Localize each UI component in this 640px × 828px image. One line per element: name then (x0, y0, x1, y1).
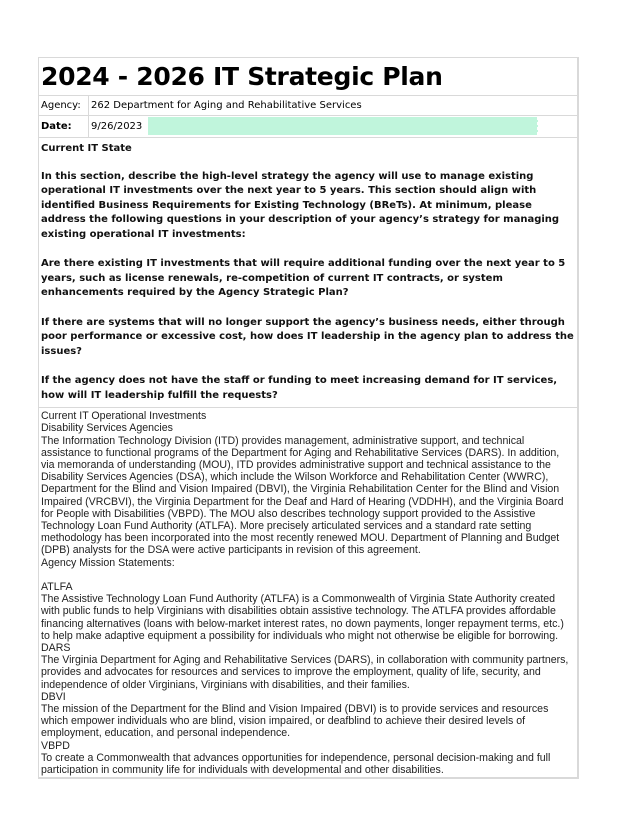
agency-row (39, 96, 577, 116)
title-row (39, 58, 577, 96)
strategic-plan-table (38, 57, 579, 779)
agency-value-cell (89, 96, 577, 115)
date-label: Date: (39, 116, 89, 137)
response-content (39, 408, 577, 777)
mission-agency-name: ATLFA (41, 580, 73, 593)
agency-value: 262 Department for Aging and Rehabilitative Services (91, 100, 362, 111)
mission-statement: To create a Commonwealth that advances opportunities for independence, personal decision-making and full participation in community life for individuals with developmental and other disabilities. (41, 751, 551, 776)
mission-heading: Agency Mission Statements: (41, 556, 175, 569)
page-title: 2024 - 2026 IT Strategic Plan (41, 62, 443, 91)
date-highlight-field (148, 117, 538, 135)
agency-label: Agency: (39, 96, 89, 115)
response-heading: Current IT Operational Investments (41, 410, 207, 423)
mission-agency-name: DBVI (41, 690, 66, 703)
mission-statement: The Virginia Department for Aging and Rehabilitative Services (DARS), in collaboration with community partners, provides and advocates for resources and services to improve the employment, quality of life, security, and independence of older Virginians, Virginians with disabilities, and their families. (41, 654, 569, 691)
mission-agency-name: DARS (41, 641, 71, 654)
instruction-question: If there are systems that will no longer support the agency’s business needs, either through poor performance or excessive cost, how does IT leadership in the agency plan to address the issues? (41, 316, 574, 357)
date-row (39, 116, 577, 138)
mission-agency-name: VBPD (41, 739, 70, 752)
mission-statement: The Assistive Technology Loan Fund Authority (ATLFA) is a Commonwealth of Virginia State Authority created with public funds to help Virginians with disabilities obtain assistive technology. The ATLFA provides affordable financing alternatives (loans with below-market interest rates, no down payments, longer repayment terms, etc.) to help make adaptive equipment a possibility for individuals who might not otherwise be eligible for borrowing. (41, 593, 564, 642)
section-title: Current IT State (41, 143, 132, 154)
instruction-paragraph: In this section, describe the high-level strategy the agency will use to manage existing operational IT investments over the next year to 5 years. This section should align with identified Business Requirements for Existing Technology (BReTs). At minimum, please address the following questions in your description of your agency’s strategy for managing existing operational IT investments: (41, 170, 560, 240)
blank-line (41, 569, 575, 581)
response-subheading: Disability Services Agencies (41, 422, 173, 435)
response-overview: The Information Technology Division (ITD) provides management, administrative support, and technical assistance to functional programs of the Department for Aging and Rehabilitative Services (DARS). In addition, via memoranda of understanding (MOU), ITD provides administrative support and technical assistance to the Disability Services Agencies (DSA), which include the Wilson Workforce and Rehabilitation Center (WWRC), Department for the Blind and Vision Impaired (DBVI), the Virginia Rehabilitation Center for the Blind and Vision Impaired (VRCBVI), the Virginia Department for the Deaf and Hard of Hearing (VDDHH), and the Virginia Board for People with Disabilities (VBPD). The MOU also describes technology support provided to the Assistive Technology Loan Fund Authority (ATLFA). More precisely articulated services and a standard rate setting methodology has been incorporated into the most recently renewed MOU. Department of Planning and Budget (DPB) analysts for the DSA were active participants in revision of this agreement. (41, 434, 564, 557)
date-value: 9/26/2023 (91, 121, 143, 132)
instruction-question: Are there existing IT investments that will require additional funding over the next year to 5 years, such as license renewals, re-competition of current IT contracts, or system enhancements required by the Agency Strategic Plan? (41, 258, 566, 299)
section-instructions (39, 138, 577, 408)
instruction-question: If the agency does not have the staff or funding to meet increasing demand for IT services, how will IT leadership fulfill the requests? (41, 374, 558, 401)
mission-statement: The mission of the Department for the Blind and Vision Impaired (DBVI) is to provide services and resources which empower individuals who are blind, vision impaired, or deafblind to achieve their desired levels of employment, education, and personal independence. (41, 702, 549, 740)
date-value-cell (89, 116, 577, 137)
